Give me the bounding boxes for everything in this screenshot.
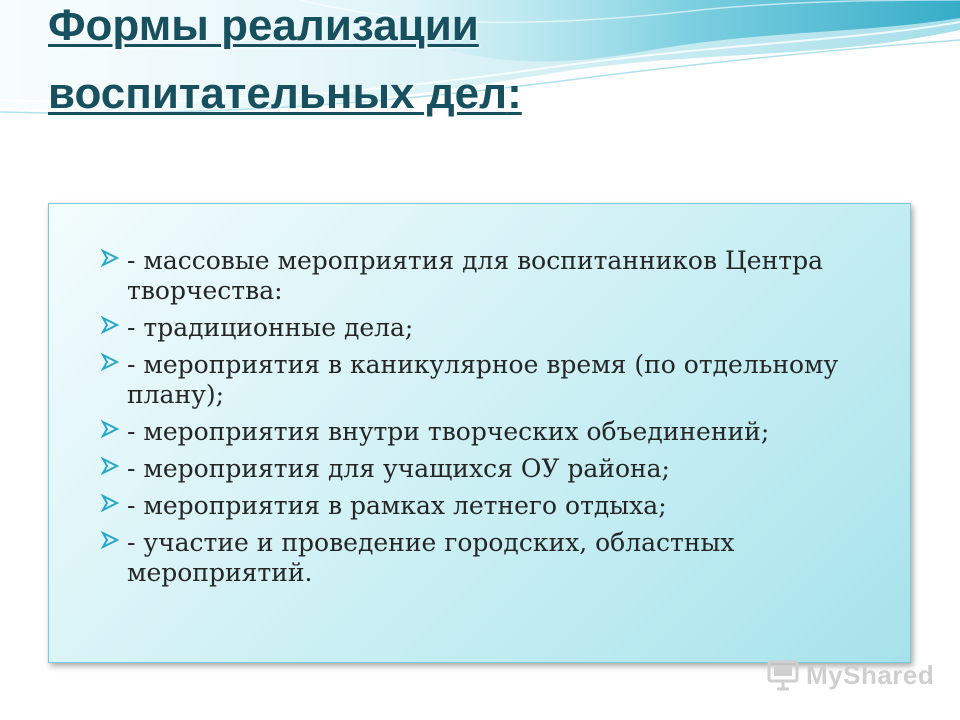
- arrow-bullet-icon: [101, 249, 119, 267]
- arrow-bullet-icon: [101, 353, 119, 371]
- list-item: [89, 491, 870, 521]
- title-line-2: воспитательных дел: [48, 69, 508, 118]
- slide-title: [48, 0, 748, 128]
- arrow-bullet-icon: [101, 494, 119, 512]
- list-item-text: - традиционные дела;: [127, 313, 414, 342]
- list-item-text: - мероприятия для учащихся ОУ района;: [127, 454, 670, 483]
- presentation-board-icon: [766, 658, 800, 692]
- list-item: [89, 417, 870, 447]
- arrow-bullet-icon: [101, 531, 119, 549]
- arrow-bullet-icon: [101, 420, 119, 438]
- list-item-text: - мероприятия в каникулярное время (по отдельному плану);: [127, 350, 839, 409]
- watermark-text: MyShared: [806, 659, 935, 690]
- list-item-text: - участие и проведение городских, областных мероприятий.: [127, 528, 735, 587]
- bullet-list: [49, 204, 910, 588]
- content-box: [48, 203, 911, 663]
- list-item: [89, 454, 870, 484]
- list-item-text: - мероприятия в рамках летнего отдыха;: [127, 491, 667, 520]
- arrow-bullet-icon: [101, 457, 119, 475]
- list-item: [89, 528, 870, 588]
- title-colon: :: [507, 69, 522, 118]
- arrow-bullet-icon: [101, 316, 119, 334]
- myshared-watermark: [766, 656, 934, 694]
- list-item: [89, 246, 870, 306]
- list-item-text: - мероприятия внутри творческих объединений;: [127, 417, 770, 446]
- list-item-text: - массовые мероприятия для воспитанников Центра творчества:: [127, 246, 823, 305]
- list-item: [89, 313, 870, 343]
- list-item: [89, 350, 870, 410]
- title-line-1: Формы реализации: [48, 1, 479, 50]
